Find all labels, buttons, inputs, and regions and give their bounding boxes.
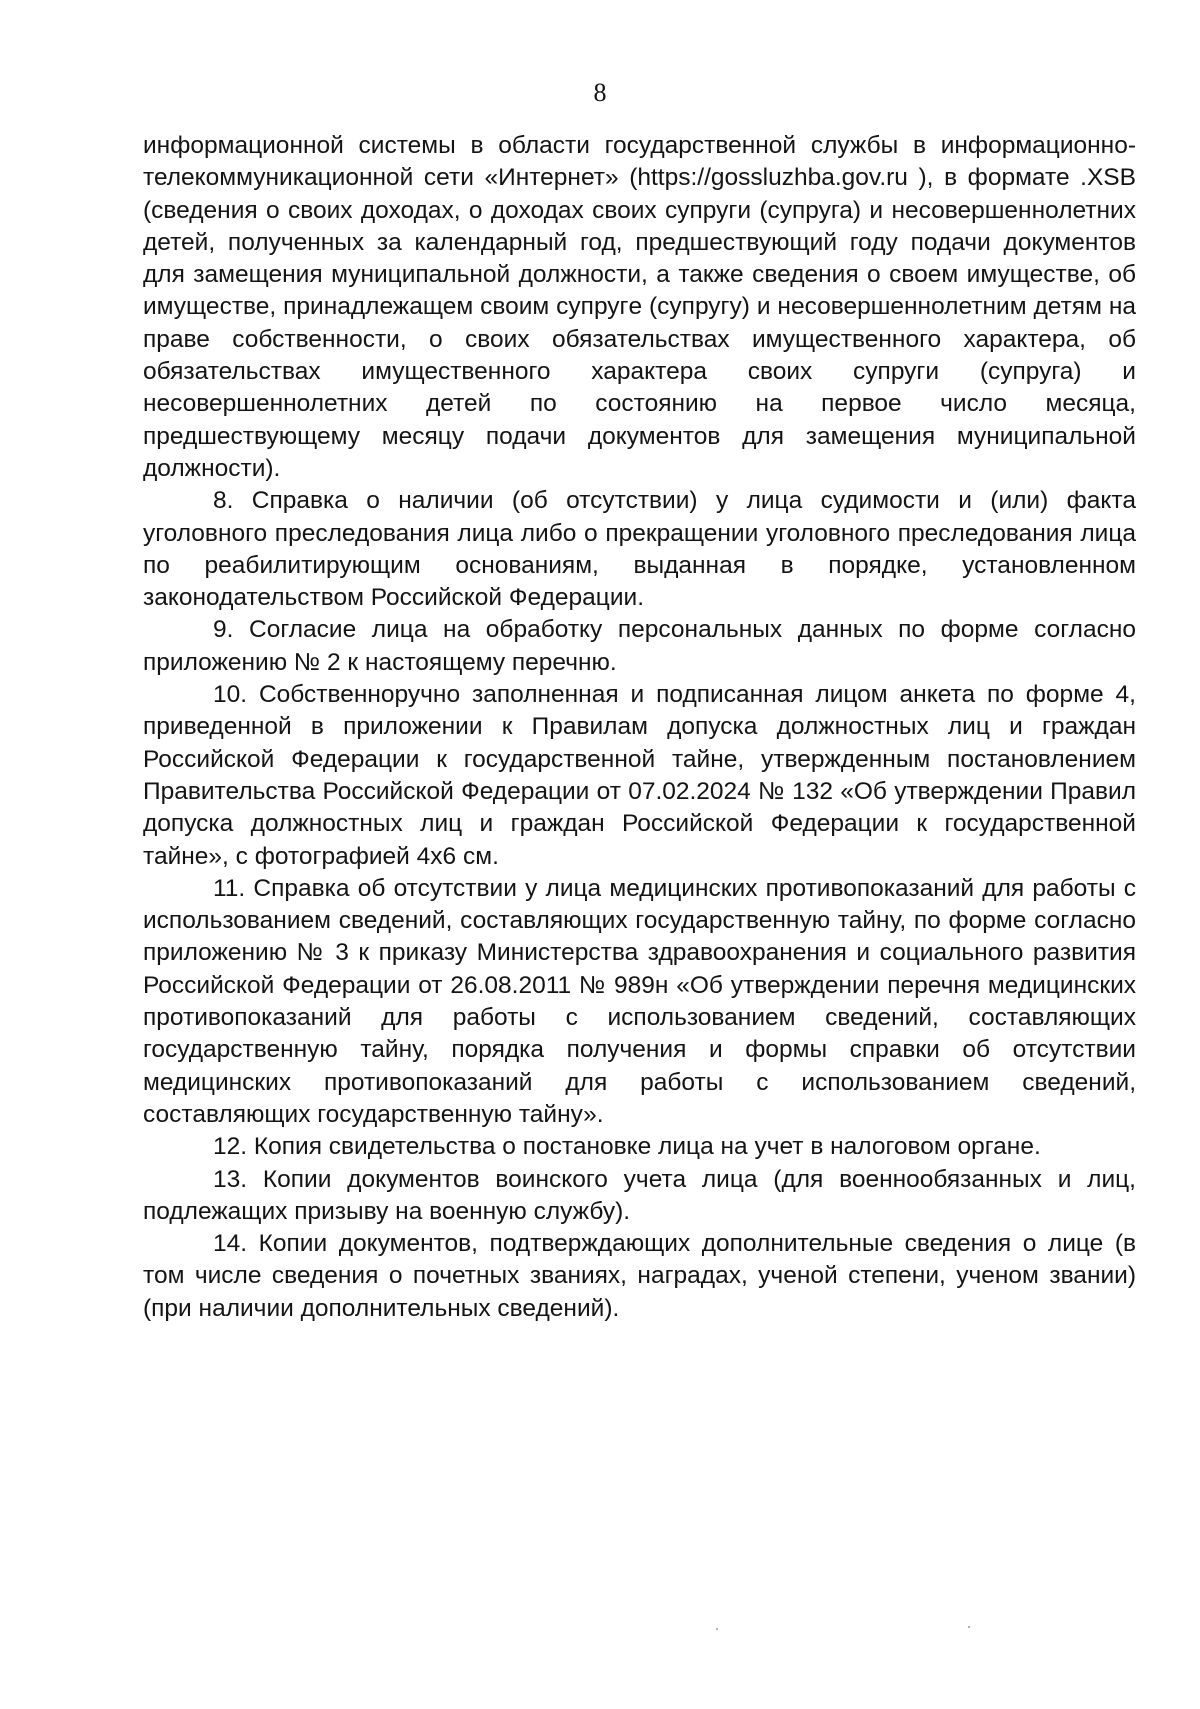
scan-speck bbox=[968, 1626, 970, 1628]
document-body bbox=[143, 130, 1136, 1325]
paragraph-item-9: 9. Согласие лица на обработку персональных данных по форме согласно приложению № 2 к настоящему перечню. bbox=[143, 616, 1136, 676]
paragraph-item-12: 12. Копия свидетельства о постановке лица на учет в налоговом органе. bbox=[213, 1133, 1041, 1161]
paragraph-item-10: 10. Собственноручно заполненная и подписанная лицом анкета по форме 4, приведенной в приложении к Правилам допуска должностных лиц и граждан Российской Федерации к государственной тайне, утвержденным постановлением Правительства Российской Федерации от 07.02.2024 № 132 «Об утверждении Правил допуска должностных лиц и граждан Российской Федерации к государственной тайне», с фотографией 4х6 см. bbox=[143, 681, 1136, 870]
paragraph-item-8: 8. Справка о наличии (об отсутствии) у лица судимости и (или) факта уголовного преследования лица либо о прекращении уголовного преследования лица по реабилитирующим основаниям, выданная в порядке, установленном законодательством Российской Федерации. bbox=[143, 487, 1136, 612]
page-number: 8 bbox=[593, 78, 607, 107]
paragraph-item-11: 11. Справка об отсутствии у лица медицинских противопоказаний для работы с использованием сведений, составляющих государственную тайну, по форме согласно приложению № 3 к приказу Министерства здравоохранения и социального развития Российской Федерации от 26.08.2011 № 989н «Об утверждении перечня медицинских противопоказаний для работы с использованием сведений, составляющих государственную тайну, порядка получения и формы справки об отсутствии медицинских противопоказаний для работы с использованием сведений, составляющих государственную тайну». bbox=[143, 874, 1136, 1128]
paragraph-item-14: 14. Копии документов, подтверждающих дополнительные сведения о лице (в том числе сведения о почетных званиях, наградах, ученой степени, ученом звании) (при наличии дополнительных сведений). bbox=[143, 1230, 1136, 1322]
scan-speck bbox=[716, 1628, 718, 1630]
paragraph-continuation: информационной системы в области государственной службы в информационно-телекоммуникационной сети «Интернет» (https://gossluzhba.gov.ru ), в формате .XSB (сведения о своих доходах, о доходах своих супруги (супруга) и несовершеннолетних детей, полученных за календарный год, предшествующий году подачи документов для замещения муниципальной должности, а также сведения о своем имуществе, об имуществе, принадлежащем своим супругe (супругу) и несовершеннолетним детям на праве собственности, о своих обязательствах имущественного характера, об обязательствах имущественного характера своих супруги (супруга) и несовершеннолетних детей по состоянию на первое число месяца, предшествующему месяцу подачи документов для замещения муниципальной должности). bbox=[143, 132, 1136, 482]
paragraph-item-13: 13. Копии документов воинского учета лица (для военнообязанных и лиц, подлежащих призыву на военную службу). bbox=[143, 1165, 1136, 1225]
